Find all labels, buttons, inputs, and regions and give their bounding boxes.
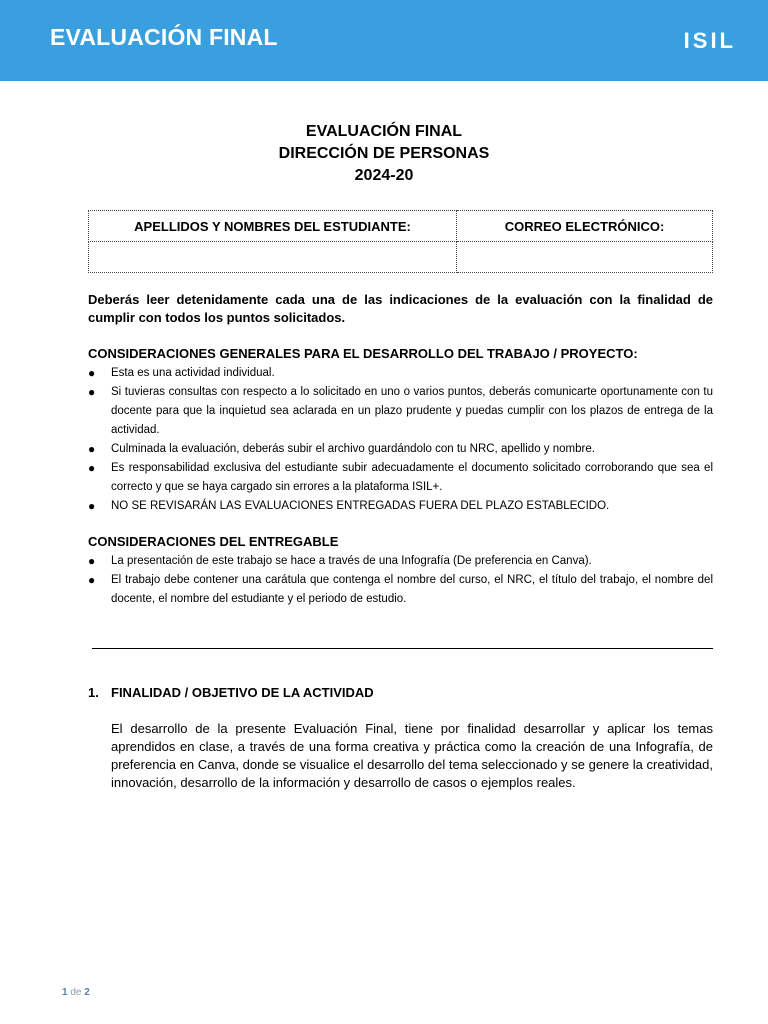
- page-separator: de: [70, 987, 82, 998]
- document-page: [0, 81, 768, 1024]
- bullet-icon: ●: [88, 366, 96, 380]
- list-item: ● Si tuvieras consultas con respecto a lo solicitado en uno o varios puntos, deberás comunicarte oportunamente con tu docente para que la inquietud sea aclarada en un plazo prudente y puedas cumplir con los plazos de entrega de la actividad.: [88, 385, 713, 436]
- bullet-icon: ●: [88, 461, 96, 475]
- deliverable-considerations-heading: CONSIDERACIONES DEL ENTREGABLE: [88, 534, 339, 549]
- list-item: ● NO SE REVISARÁN LAS EVALUACIONES ENTREGADAS FUERA DEL PLAZO ESTABLECIDO.: [88, 497, 713, 516]
- list-item: ● El trabajo debe contener una carátula que contenga el nombre del curso, el NRC, el título del trabajo, el nombre del docente, el nombre del estudiante y el periodo de estudio.: [88, 573, 713, 605]
- list-item: ● Es responsabilidad exclusiva del estudiante subir adecuadamente el documento solicitado corroborando que sea el correcto y que se haya cargado sin errores a la plataforma ISIL+.: [88, 461, 713, 493]
- student-info-table: [88, 210, 713, 273]
- section-number: 1.: [88, 685, 99, 700]
- document-title-block: [0, 121, 768, 187]
- course-name: DIRECCIÓN DE PERSONAS: [278, 145, 490, 162]
- intro-paragraph: Deberás leer detenidamente cada una de las indicaciones de la evaluación con la finalidad de cumplir con todos los puntos solicitados.: [88, 292, 713, 325]
- isil-logo: ISIL: [683, 28, 736, 53]
- document-title: EVALUACIÓN FINAL: [305, 123, 463, 140]
- email-header: CORREO ELECTRÓNICO:: [457, 211, 713, 242]
- section-divider: [92, 648, 713, 649]
- bullet-icon: ●: [88, 499, 96, 513]
- deliverable-considerations-list: [88, 552, 713, 609]
- bullet-icon: ●: [88, 442, 96, 456]
- section-title: FINALIDAD / OBJETIVO DE LA ACTIVIDAD: [111, 685, 374, 700]
- list-item: ● Culminada la evaluación, deberás subir el archivo guardándolo con tu NRC, apellido y nombre.: [88, 440, 713, 459]
- section-1-body: El desarrollo de la presente Evaluación Final, tiene por finalidad desarrollar y aplicar los temas aprendidos en clase, a través de una forma creativa y práctica como la creación de una Infografía, de preferencia en Canva, donde se visualice el desarrollo del tema seleccionado y se genere la creatividad, innovación, desarrollo de la información y desarrollo de casos o ejemplos reales.: [111, 721, 713, 790]
- banner-title: EVALUACIÓN FINAL: [50, 24, 278, 50]
- general-considerations-list: [88, 364, 713, 516]
- email-field[interactable]: [457, 242, 713, 273]
- list-item: ● La presentación de este trabajo se hace a través de una Infografía (De preferencia en Canva).: [88, 552, 713, 571]
- student-name-header: APELLIDOS Y NOMBRES DEL ESTUDIANTE:: [89, 211, 457, 242]
- general-considerations-heading: CONSIDERACIONES GENERALES PARA EL DESARROLLO DEL TRABAJO / PROYECTO:: [88, 346, 638, 361]
- page-current: 1: [62, 987, 68, 998]
- bullet-icon: ●: [88, 554, 96, 568]
- list-item: ● Esta es una actividad individual.: [88, 364, 713, 383]
- header-banner: [0, 0, 768, 81]
- section-1-heading: [88, 684, 713, 702]
- period: 2024-20: [354, 167, 414, 184]
- page-number: [62, 987, 90, 998]
- bullet-icon: ●: [88, 573, 96, 587]
- page-total: 2: [84, 987, 90, 998]
- student-name-field[interactable]: [89, 242, 457, 273]
- bullet-icon: ●: [88, 385, 96, 399]
